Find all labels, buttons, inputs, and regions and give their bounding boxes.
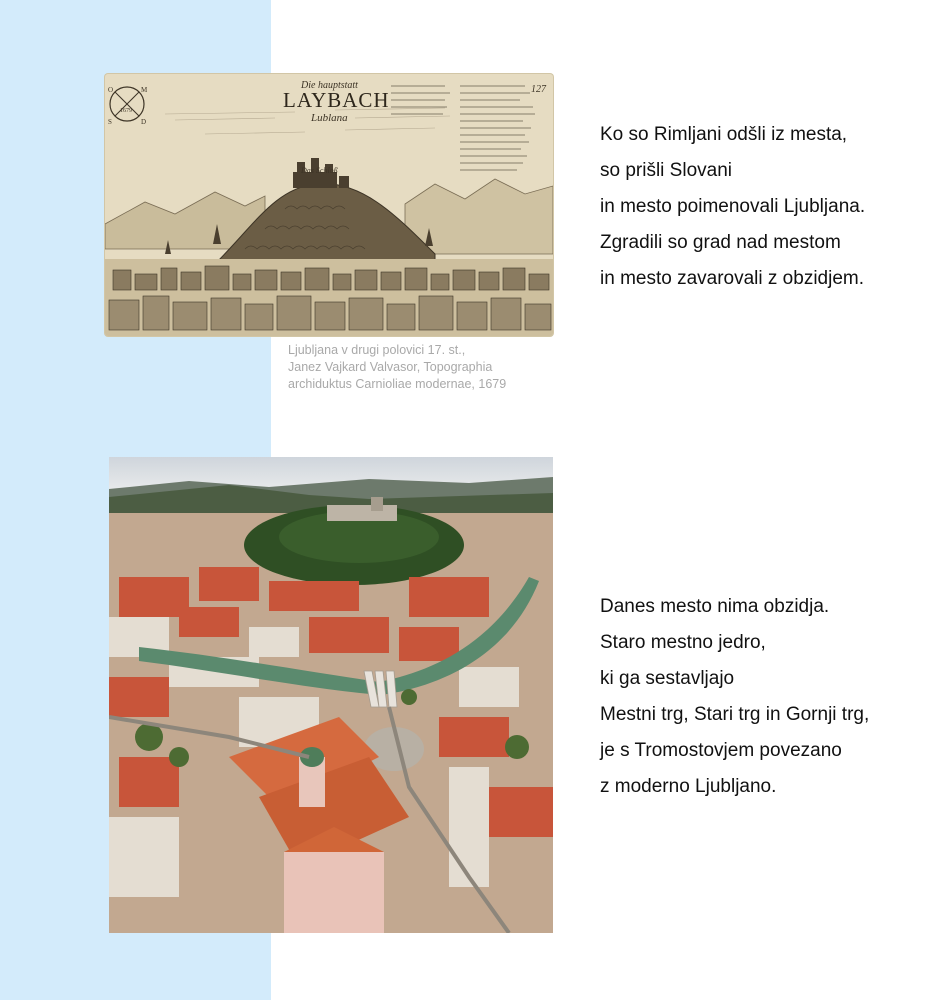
text-line: in mesto poimenovali Ljubljana. <box>600 196 866 217</box>
text-line: Mestni trg, Stari trg in Gornji trg, <box>600 704 870 725</box>
engraving-plate-number: 127 <box>531 84 546 95</box>
text-line: Staro mestno jedro, <box>600 632 766 653</box>
engraving-caption <box>288 342 548 393</box>
text-line: ki ga sestavljajo <box>600 668 735 689</box>
seal-letter-o: O <box>108 86 114 94</box>
text-line: je s Tromostovjem povezano <box>600 740 842 761</box>
engraving-subtitle: Lublana <box>311 112 348 124</box>
text-block-romans-slavs <box>600 117 935 297</box>
caption-line-3: archiduktus Carnioliae modernae, 1679 <box>288 377 507 391</box>
aerial-art <box>109 457 553 933</box>
text-line: Ko so Rimljani odšli iz mesta, <box>600 124 848 145</box>
seal-letter-m: M <box>141 86 148 94</box>
seal-letter-s: S <box>108 118 112 126</box>
seal-letter-d: D <box>141 118 147 126</box>
seal-year: 1679 <box>120 108 132 114</box>
text-line: Zgradili so grad nad mestom <box>600 232 841 253</box>
text-line: so prišli Slovani <box>600 160 732 181</box>
text-line: Danes mesto nima obzidja. <box>600 596 830 617</box>
engraving-title-top: Die hauptstatt <box>301 80 358 91</box>
valvasor-engraving <box>105 74 553 336</box>
aerial-photo <box>109 457 553 933</box>
text-line: in mesto zavarovali z obzidjem. <box>600 268 864 289</box>
text-block-modern-city <box>600 589 935 805</box>
caption-line-1: Ljubljana v drugi polovici 17. st., <box>288 343 466 357</box>
engraving-title: LAYBACH <box>283 88 390 112</box>
caption-line-2: Janez Vajkard Valvasor, Topographia <box>288 360 493 374</box>
engraving-castle-label: Das Schloß <box>301 166 338 175</box>
text-line: z moderno Ljubljano. <box>600 776 777 797</box>
